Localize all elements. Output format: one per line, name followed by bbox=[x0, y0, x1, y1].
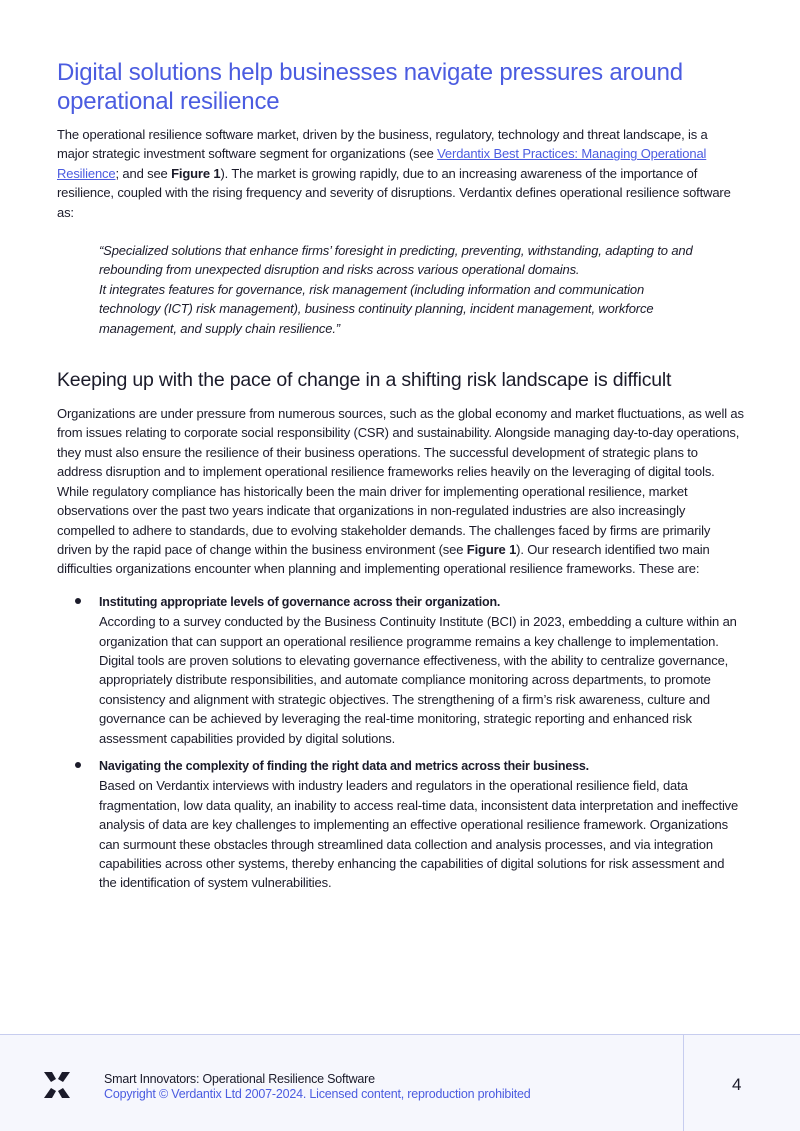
figure-reference: Figure 1 bbox=[171, 165, 221, 181]
challenges-list bbox=[57, 593, 747, 893]
section-text-2: ). Our research identified two main difficulties organizations encounter when planning and implementing operational resilience frameworks. These are: bbox=[57, 541, 710, 577]
list-item bbox=[57, 593, 747, 748]
list-item-text: According to a survey conducted by the Business Continuity Institute (BCI) in 2023, embedding a culture within an organization that can support an operational resilience programme remains a key challenge to implementation. Digital tools are proven solutions to elevating governance effectiveness, with the ability to centralize governance, appropriately distribute responsibilities, and automate compliance monitoring across departments, to promote consistency and alignment with strategic objectives. The strengthening of a firm’s risk awareness, culture and governance can be achieved by leveraging the real-time monitoring, strategic reporting and enhanced risk assessment capabilities provided by digital solutions. bbox=[99, 614, 737, 746]
verdantix-x-logo-icon bbox=[42, 1070, 72, 1100]
list-item-text: Based on Verdantix interviews with industry leaders and regulators in the operational resilience field, data fragmentation, low data quality, an inability to access real-time data, inconsistent data interpretation and ineffective analysis of data are key challenges to implementing an effective operational resilience framework. Organizations can surmount these obstacles through streamlined data collection and analysis processes, and via integration capabilities across other systems, thereby enhancing the capabilities of digital solutions for risk assessment and the identification of system vulnerabilities. bbox=[99, 778, 739, 891]
list-item bbox=[57, 757, 747, 893]
page-title: Digital solutions help businesses navigate pressures around operational resilience bbox=[57, 59, 683, 115]
figure-reference: Figure 1 bbox=[466, 541, 517, 557]
list-item-heading: Navigating the complexity of finding the right data and metrics across their business. bbox=[99, 758, 589, 773]
bullet-icon bbox=[75, 598, 81, 604]
section-paragraph bbox=[57, 404, 745, 579]
best-practices-link[interactable]: Verdantix Best Practices: Managing Operational Resilience bbox=[57, 146, 707, 181]
list-item-heading: Instituting appropriate levels of governance across their organization. bbox=[99, 594, 501, 609]
intro-text-3: ). The market is growing rapidly, due to an increasing awareness of the importance of resilience, coupled with the rising frequency and severity of disruptions. Verdantix defines operational resilience software as: bbox=[57, 165, 731, 220]
page-number: 4 bbox=[732, 1075, 742, 1094]
quote-line-1: “Specialized solutions that enhance firms’ foresight in predicting, preventing, withstanding, adapting to and rebounding from unexpected disruption and risks across various operational domains. bbox=[99, 243, 693, 278]
page-content bbox=[57, 58, 747, 902]
footer-copyright: Copyright © Verdantix Ltd 2007-2024. Licensed content, reproduction prohibited bbox=[104, 1087, 531, 1101]
section-heading: Keeping up with the pace of change in a shifting risk landscape is difficult bbox=[57, 369, 672, 392]
footer-report-title: Smart Innovators: Operational Resilience Software bbox=[104, 1072, 375, 1086]
page-footer bbox=[0, 1034, 800, 1131]
intro-paragraph bbox=[57, 125, 740, 222]
intro-text-1: The operational resilience software market, driven by the business, regulatory, technology and threat landscape, is a major strategic investment software segment for organizations (see bbox=[57, 127, 708, 162]
quote-line-2: It integrates features for governance, risk management (including information and communication technology (ICT) risk management), business continuity planning, incident management, workforce management, and supply chain resilience.” bbox=[99, 281, 654, 336]
footer-divider bbox=[683, 1035, 684, 1131]
intro-text-2: ; and see bbox=[115, 165, 172, 181]
section-text-1: Organizations are under pressure from numerous sources, such as the global economy and market fluctuations, as well as from issues relating to corporate social responsibility (CSR) and sustainability. Alongside managing day-to-day operations, they must also ensure the resilience of their business operations. The successful development of strategic plans to address disruption and to implement operational resilience frameworks relies heavily on the leveraging of digital tools. While regulatory compliance has historically been the main driver for implementing operational resilience, market observations over the past two years indicate that organizations in non-regulated industries are also increasingly compelled to adhere to standards, due to evolving stakeholder demands. The challenges faced by firms are primarily driven by the rapid pace of change within the business environment (see bbox=[57, 406, 744, 557]
bullet-icon bbox=[75, 762, 81, 768]
definition-quote bbox=[99, 241, 699, 338]
